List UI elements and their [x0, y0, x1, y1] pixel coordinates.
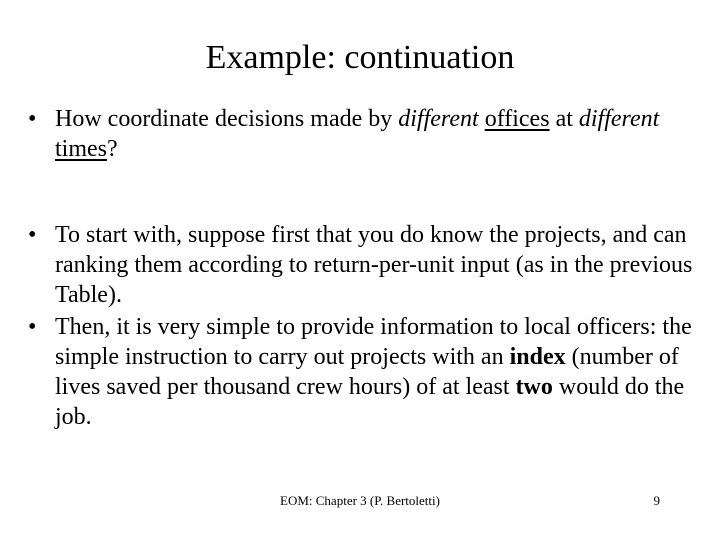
underline-times: times: [55, 136, 107, 162]
bullet-dot-icon: •: [28, 314, 37, 340]
bullet-dot-icon: •: [28, 106, 37, 132]
page-number: 9: [653, 493, 660, 508]
bullet-dot-icon: •: [28, 222, 37, 248]
slide-title: Example: continuation: [205, 39, 515, 76]
bullet-item-start-with: [28, 220, 698, 310]
bullet-list: [28, 104, 698, 432]
bold-index: index: [509, 344, 566, 370]
bold-two: two: [515, 374, 553, 400]
emphasis-different: different: [578, 106, 660, 132]
underline-offices: offices: [484, 106, 550, 132]
bullet-text: Then, it is very simple to provide information to local officers: the simple instruction to carry out projects with an index (number of lives saved per thousand crew hours) of at least two would do the job.: [55, 314, 692, 430]
bullet-text: How coordinate decisions made by different offices at different times?: [55, 106, 660, 162]
bullet-item-simple-instruction: [28, 312, 698, 432]
bullet-item-coordinate-decisions: [28, 104, 698, 164]
emphasis-different: different: [398, 106, 479, 132]
bullet-text: To start with, suppose first that you do know the projects, and can ranking them according to return-per-unit input (as in the previous Table).: [55, 222, 693, 308]
footer-source: EOM: Chapter 3 (P. Bertoletti): [280, 493, 440, 508]
